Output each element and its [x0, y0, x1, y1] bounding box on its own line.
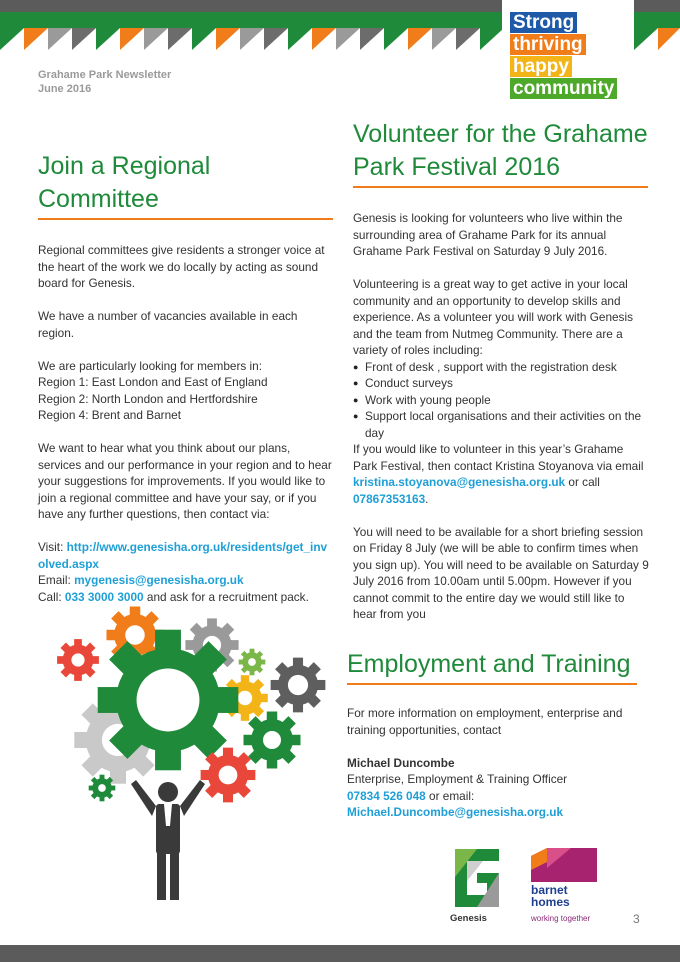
slogan-community: community: [510, 78, 617, 99]
festival-heading: Volunteer for the Grahame Park Festival 2016: [353, 120, 648, 181]
green-small-gear-icon: [244, 712, 301, 769]
slogan-thriving: thriving: [510, 34, 586, 55]
slogan-block: [502, 0, 634, 106]
green-gear-icon: [98, 630, 239, 771]
employment-phone-link[interactable]: 07834 526 048: [347, 788, 426, 803]
festival-contact-end: .: [425, 491, 429, 506]
committee-feedback: We want to hear what you think about our plans, services and our performance in your region and to hear your suggestions for improvements. If you would like to join a regional committee and have your say, or if you have any further questions, then contact via:: [38, 441, 332, 521]
role-item: ● Support local organisations and their activities on the day: [353, 408, 649, 441]
employment-body: [347, 705, 647, 821]
email-label: Email:: [38, 573, 75, 587]
festival-email-link[interactable]: kristina.stoyanova@genesisha.org.uk: [353, 475, 566, 489]
call-label: Call:: [38, 589, 65, 604]
employment-email-link[interactable]: Michael.Duncombe@genesisha.org.uk: [347, 805, 564, 819]
genesis-logo: [447, 847, 507, 927]
festival-intro: Genesis is looking for volunteers who live within the surrounding area of Grahame Park for its annual Grahame Park Festival on Saturday 9 July 2016.: [353, 211, 623, 258]
page-number: 3: [633, 912, 640, 926]
roles-list: [353, 359, 649, 442]
slogan-strong: Strong: [510, 12, 577, 33]
footer-band: [0, 945, 680, 962]
committee-section: [38, 150, 334, 605]
committee-intro: Regional committees give residents a stronger voice at the heart of the work we do locally by acting as sound board for Genesis.: [38, 243, 325, 290]
festival-briefing: You will need to be available for a short briefing session on Friday 8 July (we will be able to confirm times when you sign up). You will need to be available on Saturday 9 July 2016 from 10.00am until 5.00pm. However if you cannot commit to the entire day we would still like to hear from you: [353, 524, 649, 621]
gears-illustration: [40, 590, 340, 900]
festival-contact-mid: or call: [565, 475, 600, 489]
employment-heading: Employment and Training: [347, 650, 631, 678]
festival-body: [353, 210, 649, 623]
homes-word: homes: [531, 895, 570, 909]
contact-name: Michael Duncombe: [347, 755, 455, 770]
genesis-wordmark: Genesis: [450, 913, 487, 924]
barnet-tagline: working together: [531, 914, 591, 923]
committee-heading-rule: [38, 218, 333, 220]
regions-intro: We are particularly looking for members in:: [38, 358, 263, 373]
contact-role: Enterprise, Employment & Training Officer: [347, 772, 568, 786]
barnet-word: barnet: [531, 883, 568, 897]
barnet-homes-logo: [531, 848, 601, 926]
genesis-mark-icon: [447, 847, 507, 911]
role-item: ● Conduct surveys: [353, 375, 649, 392]
employment-intro: For more information on employment, enterprise and training opportunities, contact: [347, 706, 623, 737]
employment-contact: [347, 755, 647, 821]
lime-gear-icon: [239, 649, 266, 676]
festival-heading-rule: [353, 186, 648, 188]
dark-gear-icon: [271, 658, 326, 713]
region-item: Region 4: Brent and Barnet: [38, 408, 181, 422]
committee-heading: Join a Regional Committee: [38, 152, 211, 213]
tiny-gear-icon: [89, 775, 116, 802]
festival-volunteering: Volunteering is a great way to get active in your local community and an opportunity to develop skills and experience. As a volunteer you will work with Genesis and the team from Nutmeg Community. There are a variety of roles including:: [353, 277, 633, 357]
committee-url-link[interactable]: http://www.genesisha.org.uk/residents/get_involved.aspx: [38, 540, 328, 571]
role-item: ● Work with young people: [353, 392, 649, 409]
role-item: ● Front of desk , support with the registration desk: [353, 359, 649, 376]
festival-contact: [353, 441, 649, 507]
committee-regions: [38, 358, 334, 424]
committee-email-link[interactable]: mygenesis@genesisha.org.uk: [74, 573, 244, 587]
person-icon: [131, 780, 205, 900]
call-suffix: and ask for a recruitment pack.: [143, 589, 309, 604]
red-small-gear-icon: [201, 748, 256, 803]
committee-phone-link[interactable]: 033 3000 3000: [64, 589, 144, 604]
festival-contact-prefix: If you would like to volunteer in this year’s Grahame Park Festival, then contact Kristina Stoyanova via email: [353, 442, 644, 473]
barnet-roof-icon: [531, 848, 597, 882]
committee-body: [38, 242, 334, 605]
committee-vacancies: We have a number of vacancies available in each region.: [38, 309, 298, 340]
region-item: Region 1: East London and East of England: [38, 375, 268, 389]
red-gear-icon: [57, 639, 99, 681]
newsletter-date: June 2016: [38, 83, 92, 95]
newsletter-title: Grahame Park Newsletter: [38, 69, 172, 81]
employment-section: [347, 648, 647, 821]
barnet-wordmark: [531, 884, 570, 908]
region-item: Region 2: North London and Hertfordshire: [38, 391, 258, 406]
employment-email-joiner: or email:: [425, 788, 475, 803]
festival-phone-link[interactable]: 07867353163: [353, 491, 426, 506]
festival-section: [353, 118, 649, 623]
slogan-happy: happy: [510, 56, 572, 77]
masthead: [38, 68, 171, 96]
employment-heading-rule: [347, 683, 637, 685]
visit-label: Visit:: [38, 540, 67, 554]
